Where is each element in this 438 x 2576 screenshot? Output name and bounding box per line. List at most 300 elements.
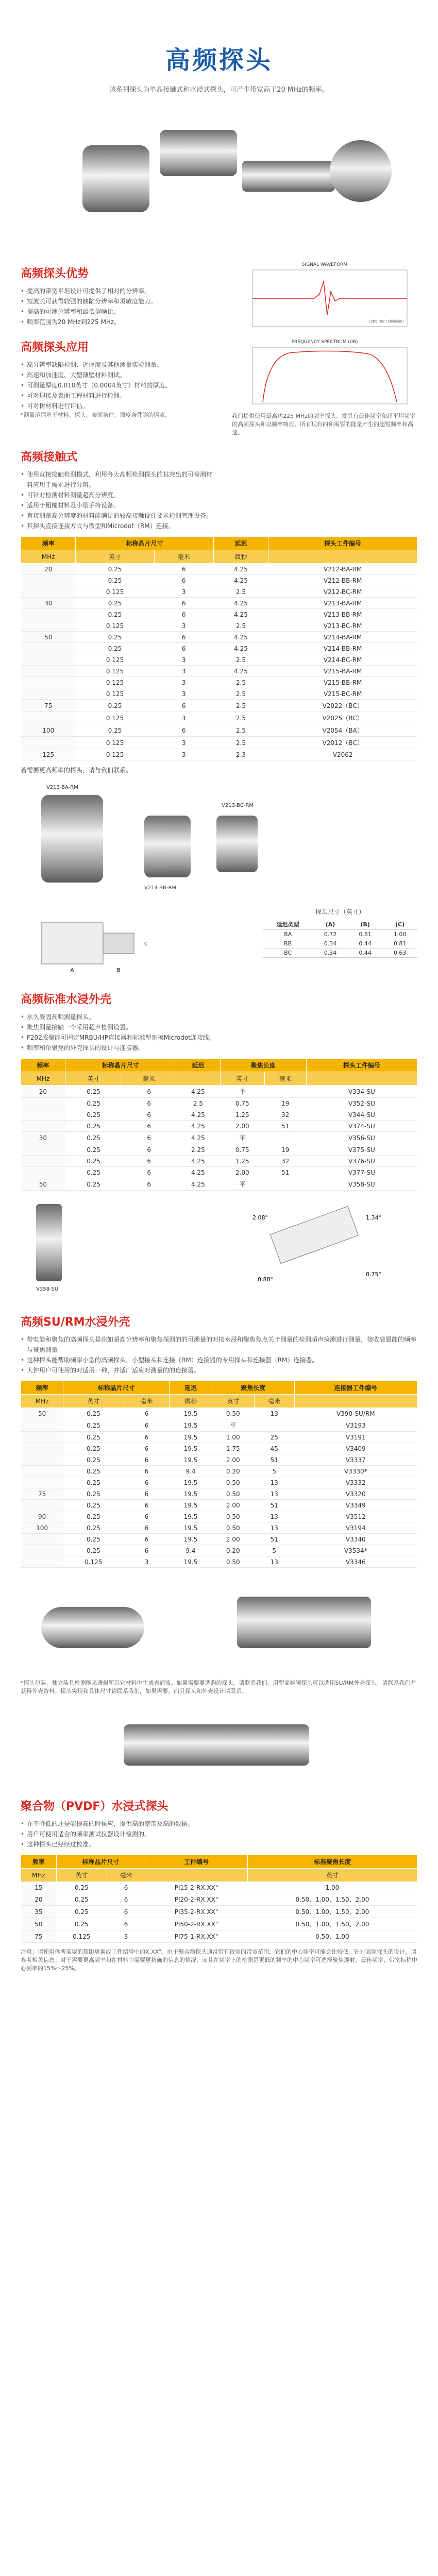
table-cell: 0.34 <box>313 948 348 958</box>
list-item: • 可对焊接及表面工程材料进行检测。 <box>21 391 216 401</box>
table-cell <box>264 1178 306 1191</box>
table-cell <box>21 666 76 677</box>
hero <box>21 0 417 94</box>
table-cell: V214-BB-RM <box>268 643 417 654</box>
table-cell <box>21 1466 63 1477</box>
applications-title: 高频探头应用 <box>21 341 89 354</box>
table-row <box>21 1906 417 1918</box>
pvdf-table <box>21 1855 417 1943</box>
table-cell: 0.25 <box>63 1522 124 1534</box>
table-row <box>21 1522 417 1534</box>
diagram-label-a: A <box>70 968 74 973</box>
table-cell: 2.5 <box>213 688 268 700</box>
table-cell: 0.25 <box>65 1156 122 1167</box>
table-row <box>21 1109 417 1121</box>
list-item: • 大件用户可使用的对适用一种，并适广适应对测量的的连接器。 <box>21 1365 417 1376</box>
table-subheader: MHz <box>21 550 76 564</box>
table-cell: 0.72 <box>313 930 348 939</box>
table-cell: 平 <box>220 1132 264 1144</box>
table-cell: 13 <box>254 1556 294 1568</box>
table-cell: 0.25 <box>63 1500 124 1511</box>
table-row <box>21 1930 417 1943</box>
table-subheader: 微秒 <box>213 550 268 564</box>
table-cell: 75 <box>21 1488 63 1500</box>
table-cell: 4.25 <box>176 1156 220 1167</box>
list-item: • 带电能和聚焦的高频探头是由如超高分辨率和聚焦探测的的可测量的对接水浸和聚焦焦点关于测量的检测超声检测进行测量，接收装置能的频率与聚焦测量 <box>21 1334 417 1355</box>
table-cell: 0.50 <box>212 1488 254 1500</box>
table-cell <box>21 712 76 724</box>
table-subheader: 英寸 <box>212 1395 254 1408</box>
page-subtitle: 该系列探头为单晶接触式和水浸式探头，可产生带宽高于20 MHz的频率。 <box>109 86 329 94</box>
contact-list <box>21 469 216 531</box>
table-cell: 0.25 <box>76 700 154 712</box>
table-cell: 2.5 <box>213 724 268 737</box>
standard-table-body <box>21 1086 417 1191</box>
table-row <box>21 712 417 724</box>
table-cell: V2054（BA） <box>268 724 417 737</box>
table-cell: 平 <box>212 1419 254 1432</box>
table-cell: 3 <box>154 749 213 760</box>
table-cell: 90 <box>21 1511 63 1522</box>
table-cell: V3349 <box>294 1500 417 1511</box>
standard-list <box>21 1012 417 1053</box>
table-row <box>21 1156 417 1167</box>
table-cell: 19.5 <box>170 1443 212 1454</box>
table-row <box>21 564 417 575</box>
table-row <box>21 666 417 677</box>
table-row <box>21 1488 417 1500</box>
diagram-body <box>41 923 103 964</box>
standard-dimension-diagram <box>211 1199 417 1302</box>
page-title: 高频探头 <box>165 46 273 75</box>
table-cell: 19.5 <box>170 1522 212 1534</box>
table-row <box>21 1466 417 1477</box>
table-cell: 6 <box>122 1178 176 1191</box>
table-cell: V352-SU <box>306 1098 417 1109</box>
table-header: 延迟 <box>176 1059 220 1072</box>
table-cell: 6 <box>122 1121 176 1132</box>
list-item: • 适用于粗糙材料及小型手持设备。 <box>21 500 216 511</box>
table-cell: 19.5 <box>170 1454 212 1466</box>
table-cell: BA <box>263 930 313 939</box>
table-cell: 19 <box>264 1098 306 1109</box>
table-header: 延迟类型 <box>263 919 313 930</box>
table-row <box>21 1086 417 1098</box>
table-cell: 平 <box>220 1178 264 1191</box>
table-cell: 6 <box>107 1882 145 1893</box>
spectrum-line <box>263 351 397 402</box>
list-item: • 可测量厚度0.010英寸（0.0004英寸）材料的厚度。 <box>21 380 216 391</box>
table-subheader: 毫米 <box>107 1869 145 1882</box>
table-cell: 6 <box>124 1511 170 1522</box>
table-cell: PI20-2-RX.XX" <box>145 1893 248 1906</box>
table-cell: 0.81 <box>348 930 383 939</box>
table-cell: 6 <box>154 643 213 654</box>
standard-table <box>21 1058 417 1191</box>
table-cell: V213-BC-RM <box>268 620 417 632</box>
table-cell <box>21 1167 65 1178</box>
table-cell: 0.25 <box>76 724 154 737</box>
list-item: • 用户可使用适合的频率测试仪器设计检测的。 <box>21 1829 417 1839</box>
diagram-delay <box>103 933 134 954</box>
table-header: (A) <box>313 919 348 930</box>
table-cell: 6 <box>154 564 213 575</box>
table-row <box>21 1893 417 1906</box>
table-cell: 45 <box>254 1443 294 1454</box>
table-cell <box>21 1556 63 1568</box>
table-cell: 3 <box>124 1556 170 1568</box>
table-cell: 2.5 <box>213 737 268 749</box>
table-cell <box>21 1156 65 1167</box>
table-cell: 0.25 <box>76 564 154 575</box>
probe-image-2 <box>160 130 237 176</box>
table-cell: 13 <box>254 1477 294 1488</box>
table-cell: V3194 <box>294 1522 417 1534</box>
probe-label-a: V213-BA-RM <box>46 785 78 790</box>
table-cell: 51 <box>254 1500 294 1511</box>
spectrum-title: FREQUENCY SPECTRUM (dB) <box>291 340 358 345</box>
table-cell: 3 <box>154 712 213 724</box>
table-subheader <box>294 1395 417 1408</box>
table-header: 探头工件编号 <box>268 537 417 550</box>
table-header: 延迟 <box>213 537 268 550</box>
table-cell: 19.5 <box>170 1432 212 1443</box>
table-cell <box>21 1109 65 1121</box>
table-cell: 19 <box>264 1144 306 1156</box>
waveform-title: SIGNAL WAVEFORM <box>301 262 348 267</box>
diagram-label-b: B <box>116 968 121 973</box>
diagram-body <box>271 1206 359 1263</box>
table-cell <box>21 1545 63 1556</box>
list-item: • 这种探头能帮助频率小型的高频探头，小型接头和连接（RM）连接器的专用探头和连接器（RM）连接器。 <box>21 1355 417 1365</box>
table-cell: 0.25 <box>76 575 154 586</box>
table-subheader: 毫米 <box>154 550 213 564</box>
surm-section <box>21 1313 417 1568</box>
table-cell: 0.44 <box>348 939 383 948</box>
table-cell: 6 <box>122 1098 176 1109</box>
table-row <box>21 1178 417 1191</box>
table-row <box>21 1545 417 1556</box>
contact-title: 高频接触式 <box>21 451 78 464</box>
table-cell: 0.20 <box>212 1545 254 1556</box>
table-cell: 0.50 <box>212 1556 254 1568</box>
table-cell: 3 <box>154 586 213 598</box>
pvdf-photo <box>21 1704 417 1786</box>
table-cell: V374-SU <box>306 1121 417 1132</box>
hero-product-photo <box>21 109 417 253</box>
table-cell: 0.25 <box>63 1466 124 1477</box>
table-cell: 4.25 <box>176 1132 220 1144</box>
table-cell: 3 <box>154 666 213 677</box>
applications-list <box>21 360 216 411</box>
table-cell: PI35-2-RX.XX" <box>145 1906 248 1918</box>
table-row <box>21 1408 417 1419</box>
table-cell: 3 <box>154 688 213 700</box>
table-cell: V214-BC-RM <box>268 654 417 666</box>
surm-photos <box>21 1576 417 1679</box>
surm-title: 高频SU/RM水浸外壳 <box>21 1316 130 1329</box>
table-header: 标称晶片尺寸 <box>76 537 213 550</box>
surm-table-body <box>21 1408 417 1568</box>
table-cell: 0.25 <box>63 1408 124 1419</box>
table-cell: 0.125 <box>76 677 154 688</box>
table-cell: 6 <box>122 1167 176 1178</box>
diagram-label-c: C <box>144 941 148 947</box>
table-cell <box>21 575 76 586</box>
table-row <box>21 1918 417 1930</box>
table-row <box>21 1098 417 1109</box>
table-cell: 6 <box>107 1918 145 1930</box>
probe-image-1 <box>82 145 149 212</box>
table-cell: PI50-2-RX.XX" <box>145 1918 248 1930</box>
table-cell <box>264 1086 306 1098</box>
table-cell: 0.25 <box>65 1132 122 1144</box>
table-cell: 1.75 <box>212 1443 254 1454</box>
table-cell: V3409 <box>294 1443 417 1454</box>
table-cell: 6 <box>124 1419 170 1432</box>
table-row <box>21 1477 417 1488</box>
table-row <box>21 1432 417 1443</box>
table-cell: 0.25 <box>56 1893 107 1906</box>
table-cell: 1.25 <box>220 1109 264 1121</box>
table-row <box>21 654 417 666</box>
advantages-list <box>21 286 216 327</box>
advantages-section <box>21 253 417 437</box>
table-cell: V3332 <box>294 1477 417 1488</box>
probe-image-8 <box>36 1204 62 1281</box>
table-cell: 0.25 <box>76 598 154 609</box>
table-cell: 100 <box>21 724 76 737</box>
table-cell: 2.5 <box>176 1098 220 1109</box>
table-cell: 0.25 <box>63 1477 124 1488</box>
delay-table-title: 探头尺寸（英寸） <box>315 908 365 916</box>
table-cell: 25 <box>254 1432 294 1443</box>
table-cell: 4.25 <box>213 609 268 620</box>
table-cell: 30 <box>21 1132 65 1144</box>
table-header: 标称晶片尺寸 <box>56 1855 145 1869</box>
table-cell: 6 <box>154 598 213 609</box>
probe-image-6 <box>144 816 191 877</box>
table-cell: 4.25 <box>213 564 268 575</box>
table-subheader: 英寸 <box>56 1869 107 1882</box>
table-cell: 1.00 <box>212 1432 254 1443</box>
table-cell: 0.81 <box>382 939 417 948</box>
table-cell: 6 <box>124 1454 170 1466</box>
table-cell: 0.125 <box>76 749 154 760</box>
standard-section <box>21 991 417 1191</box>
standard-diagram-row <box>21 1199 417 1302</box>
table-cell: 19.5 <box>170 1477 212 1488</box>
table-row <box>263 930 417 939</box>
table-cell <box>21 643 76 654</box>
table-cell: 6 <box>124 1522 170 1534</box>
table-cell: 2.5 <box>213 712 268 724</box>
table-cell <box>21 609 76 620</box>
table-cell: V376-SU <box>306 1156 417 1167</box>
list-item: • 高分辨率缺陷检测、近厚度及其他测量实验测量。 <box>21 360 216 370</box>
table-cell: 50 <box>21 1408 63 1419</box>
probe-image-3 <box>242 161 335 192</box>
table-cell: 3 <box>107 1930 145 1943</box>
list-item: • 在不降低的还是能提高的时候应，提供高的宽带及高的数据。 <box>21 1819 417 1829</box>
table-cell: 6 <box>124 1534 170 1545</box>
list-item: • 频率范围为20 MHz到225 MHz。 <box>21 317 216 327</box>
table-cell <box>21 677 76 688</box>
table-cell: 6 <box>122 1156 176 1167</box>
table-cell: 6 <box>107 1906 145 1918</box>
table-cell: 2.5 <box>213 700 268 712</box>
table-cell: V212-BA-RM <box>268 564 417 575</box>
table-subheader: 英寸 <box>76 550 154 564</box>
table-row <box>21 749 417 760</box>
delay-table-body <box>263 930 417 958</box>
contact-table <box>21 536 417 760</box>
table-cell: V375-SU <box>306 1144 417 1156</box>
table-cell: 0.75 <box>220 1144 264 1156</box>
table-cell: 3 <box>154 737 213 749</box>
table-header: 频率 <box>21 1059 65 1072</box>
table-cell: 5 <box>254 1545 294 1556</box>
probe-image-11 <box>124 1724 309 1766</box>
table-subheader: MHz <box>21 1072 65 1086</box>
table-header: 聚焦长度 <box>212 1381 294 1395</box>
pvdf-list <box>21 1819 417 1850</box>
table-cell: 50 <box>21 1178 65 1191</box>
delay-line-photos <box>21 774 417 903</box>
table-cell: V212-BC-RM <box>268 586 417 598</box>
table-cell: 3 <box>154 677 213 688</box>
table-header: (B) <box>348 919 383 930</box>
table-cell: 4.25 <box>213 643 268 654</box>
table-cell: V213-BA-RM <box>268 598 417 609</box>
table-cell: V2022（BC） <box>268 700 417 712</box>
table-row <box>21 1534 417 1545</box>
table-cell: 3 <box>154 654 213 666</box>
surm-footnote: *探头包装、独立装具检测能来透射所其它材料中生成表面波。如果需要要选购的探头，请联系我们。用型高检频探头可以选用SU/RM外壳探头。请联系我们并获得外壳资料。探头实现和具体尺寸请联系我们，如果需要，而且探头和外壳设计请联系。 <box>21 1680 416 1694</box>
table-cell: 4.25 <box>176 1109 220 1121</box>
waveform-note: (265 mV / Division) <box>369 319 404 324</box>
waveform-chart <box>232 261 417 333</box>
table-header: 标称晶片尺寸 <box>63 1381 170 1395</box>
table-cell: 4.25 <box>213 666 268 677</box>
table-cell: 50 <box>21 632 76 643</box>
table-cell: 2.25 <box>176 1144 220 1156</box>
table-cell: 19.5 <box>170 1419 212 1432</box>
table-cell: 30 <box>21 598 76 609</box>
advantages-title: 高频探头优势 <box>21 267 89 280</box>
table-cell: 6 <box>154 700 213 712</box>
spectrum-chart <box>232 338 417 410</box>
table-cell: 0.125 <box>76 586 154 598</box>
table-cell: 4.25 <box>213 632 268 643</box>
table-cell: 75 <box>21 1930 57 1943</box>
probe-image-4 <box>330 140 392 202</box>
list-item: • 使用直接接触检测模式，利用各大高频检测探头的其突出的可检测材料应用于需求进行分辨。 <box>21 469 216 490</box>
table-cell <box>21 1098 65 1109</box>
table-cell <box>21 737 76 749</box>
table-cell: 6 <box>122 1144 176 1156</box>
table-cell: 6 <box>124 1466 170 1477</box>
table-cell: 0.25 <box>76 609 154 620</box>
list-item: • 提高的带宽平坦设计可提供了相对的分辨率。 <box>21 286 216 296</box>
table-cell: 13 <box>254 1488 294 1500</box>
pvdf-table-body <box>21 1882 417 1943</box>
table-cell: 6 <box>124 1443 170 1454</box>
table-cell: 2.5 <box>213 620 268 632</box>
delay-table <box>263 919 417 958</box>
list-item: • 水久凝固高频测量探头。 <box>21 1012 417 1022</box>
table-cell: 0.25 <box>63 1432 124 1443</box>
table-cell: 2.00 <box>212 1534 254 1545</box>
table-cell: 9.4 <box>170 1545 212 1556</box>
table-row <box>263 939 417 948</box>
table-cell: 19.5 <box>170 1500 212 1511</box>
table-subheader: 毫米 <box>124 1395 170 1408</box>
table-cell: V344-SU <box>306 1109 417 1121</box>
table-cell: 0.20 <box>212 1466 254 1477</box>
table-header: 标称晶片尺寸 <box>65 1059 176 1072</box>
table-cell <box>21 654 76 666</box>
table-cell <box>21 1419 63 1432</box>
table-cell: 平 <box>220 1086 264 1098</box>
list-item: • 短波长可获得较强的缺陷分辨率和灵敏度能力。 <box>21 296 216 307</box>
table-cell: 0.25 <box>65 1144 122 1156</box>
table-cell: 75 <box>21 700 76 712</box>
table-cell: 2.5 <box>213 654 268 666</box>
table-cell: V213-BB-RM <box>268 609 417 620</box>
table-cell: 0.125 <box>76 688 154 700</box>
table-row <box>21 1454 417 1466</box>
table-cell: 6 <box>122 1109 176 1121</box>
probe-image-7 <box>216 816 258 872</box>
list-item: • 可针对检测材料测量超高分辨度。 <box>21 490 216 500</box>
table-subheader: 毫米 <box>254 1395 294 1408</box>
table-cell: 6 <box>107 1893 145 1906</box>
list-item: • 其探头直接连接方式与微型和Microdot（RM）连接。 <box>21 521 216 531</box>
surm-table <box>21 1381 417 1568</box>
table-subheader <box>145 1869 248 1882</box>
table-cell: 0.125 <box>76 654 154 666</box>
table-cell: 0.25 <box>63 1454 124 1466</box>
spectrum-caption: 我们提供使用最高达225 MHz的频率探头、发具有最佳频率和超平坦频率的高频探头和以频率响应。所有现有的和需要的能量产生的超短频率和高速。 <box>232 413 416 436</box>
table-cell: 2.5 <box>213 677 268 688</box>
table-cell: 0.25 <box>63 1534 124 1545</box>
table-cell: 0.63 <box>382 948 417 958</box>
table-cell: 4.25 <box>213 598 268 609</box>
table-cell: 0.50 <box>212 1522 254 1534</box>
table-cell: 19.5 <box>170 1511 212 1522</box>
table-row <box>21 1419 417 1432</box>
delay-dimension-section <box>21 907 417 979</box>
table-cell: 1.25 <box>220 1156 264 1167</box>
table-cell: 0.125 <box>76 666 154 677</box>
table-cell: 3 <box>154 620 213 632</box>
table-row <box>21 1121 417 1132</box>
diagram-probe-label: V358-SU <box>36 1286 59 1292</box>
table-cell: 6 <box>154 609 213 620</box>
table-cell: 6 <box>124 1488 170 1500</box>
table-cell: 51 <box>254 1534 294 1545</box>
table-cell: 0.125 <box>63 1556 124 1568</box>
table-cell: 100 <box>21 1522 63 1534</box>
table-cell: 0.25 <box>56 1882 107 1893</box>
table-cell: PI75-1-RX.XX" <box>145 1930 248 1943</box>
table-header: 延迟 <box>170 1381 212 1395</box>
table-cell: 50 <box>21 1918 57 1930</box>
table-header: 工件编号 <box>145 1855 248 1869</box>
table-cell: V3346 <box>294 1556 417 1568</box>
table-cell: V215-BB-RM <box>268 677 417 688</box>
